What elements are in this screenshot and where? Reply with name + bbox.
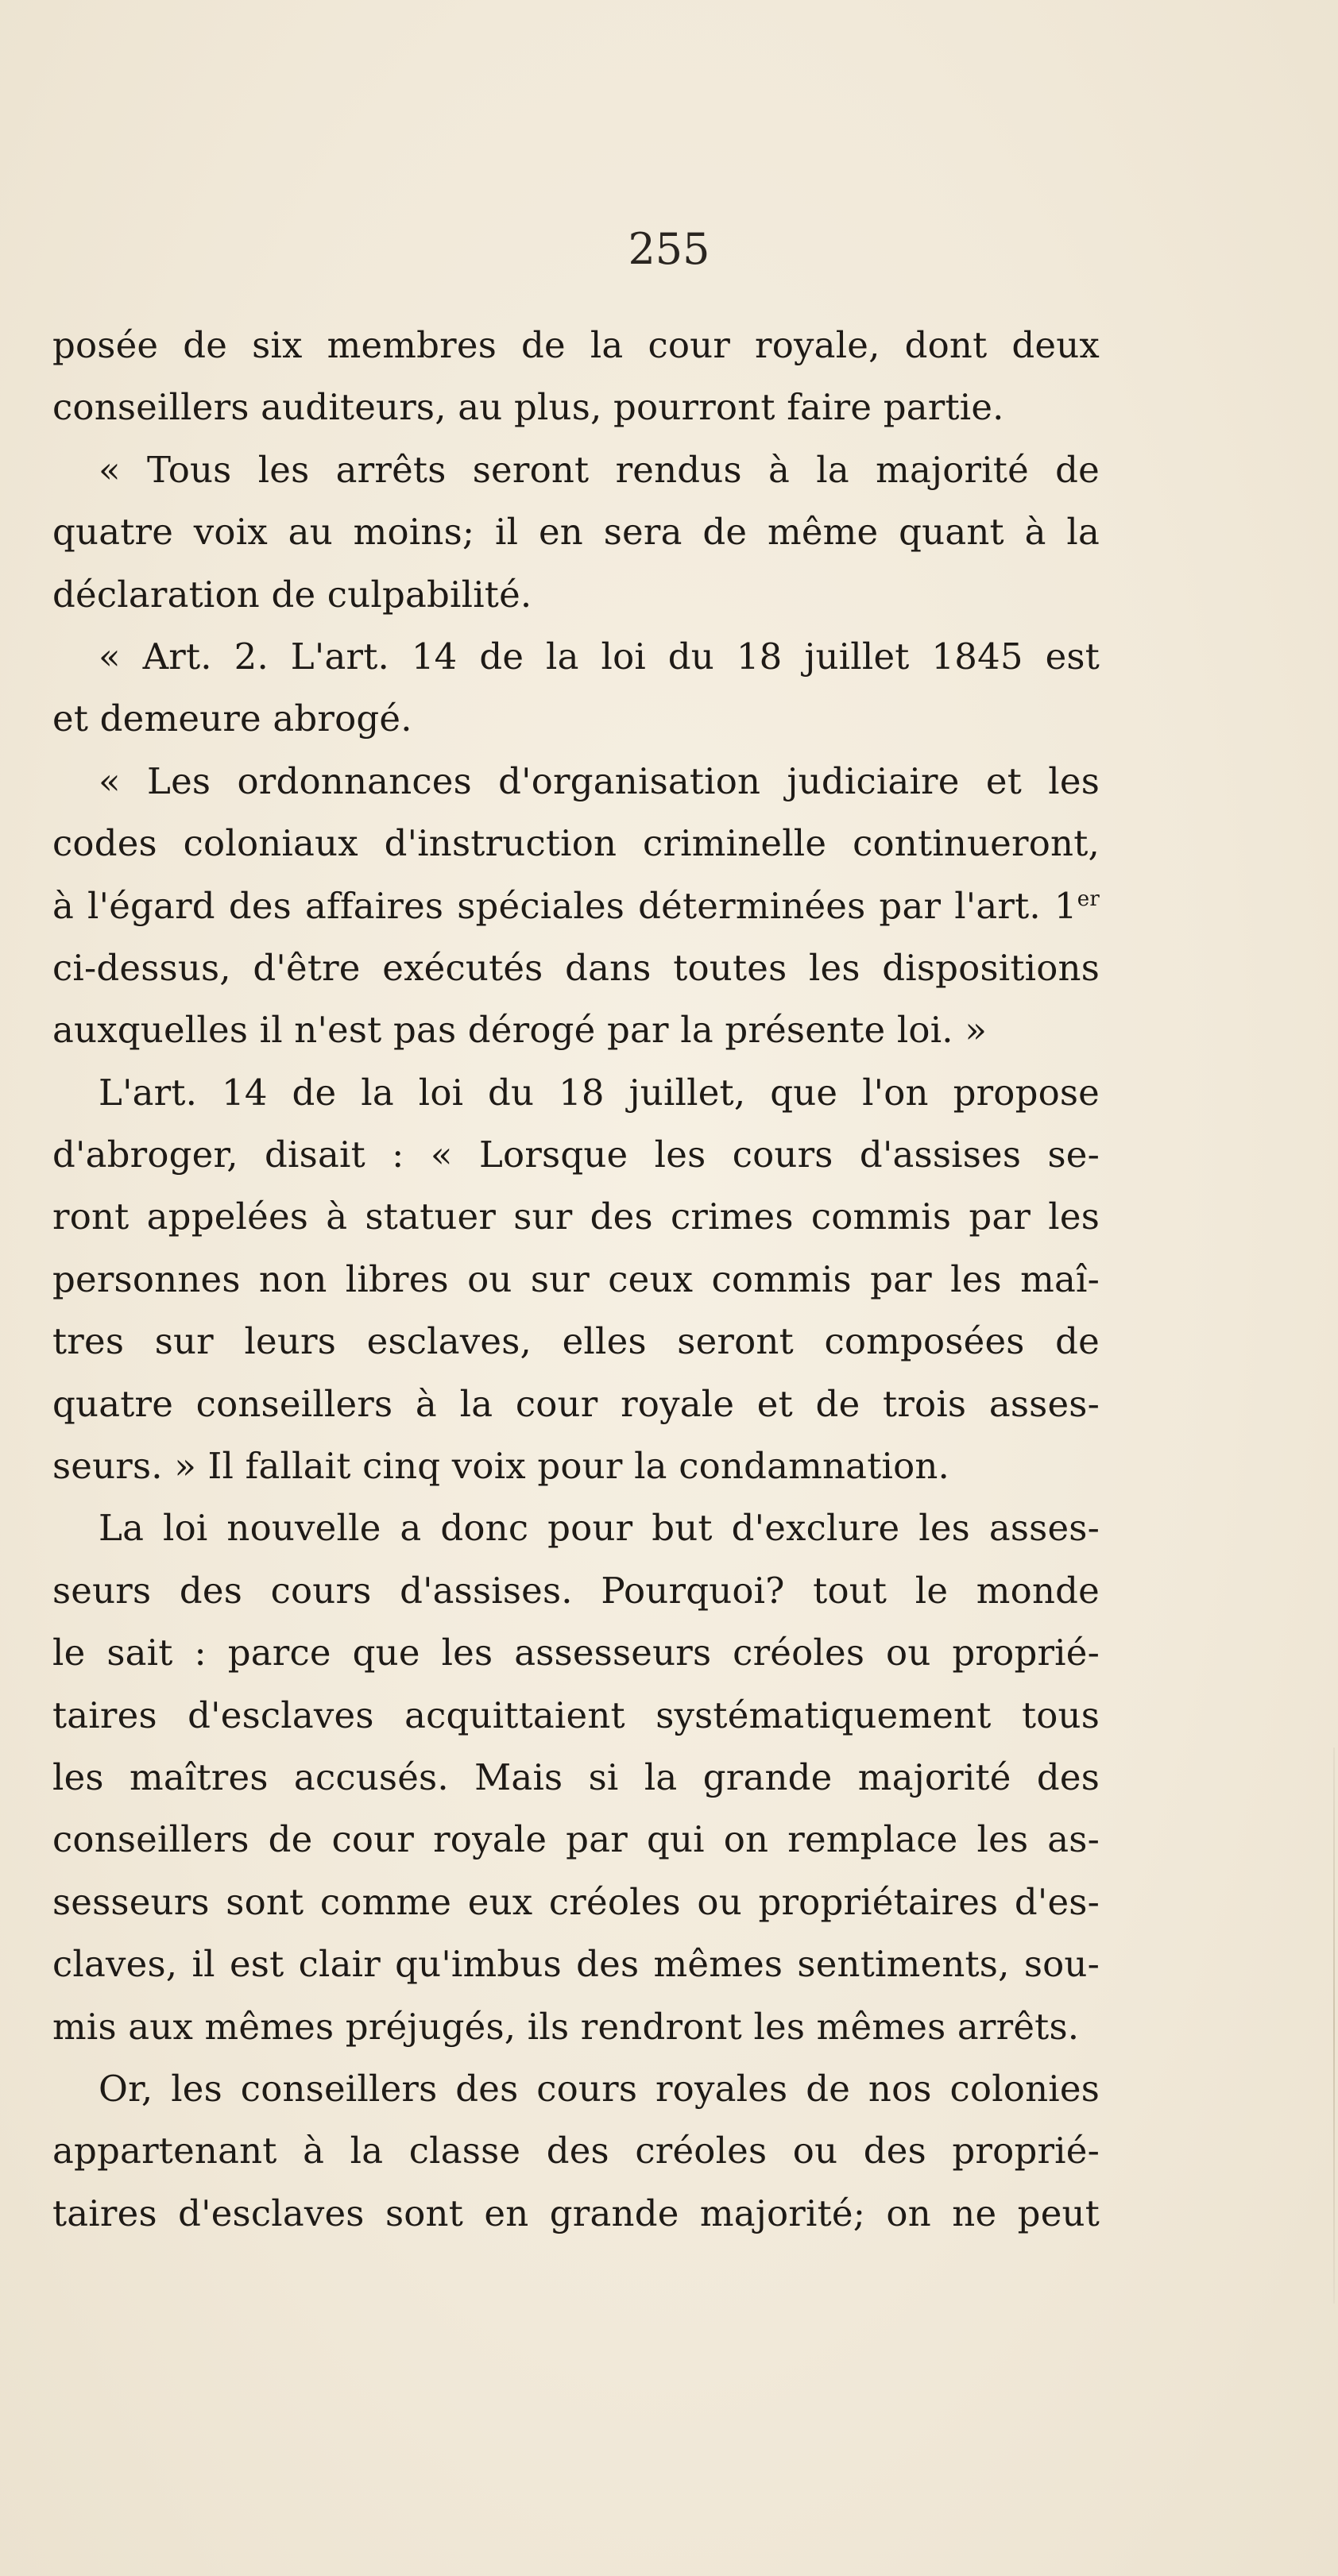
text-line-content: L'art. 14 de la loi du 18 juillet, que l'on propose (99, 1071, 1100, 1114)
text-line (52, 564, 1100, 626)
text-line-content: taires d'esclaves sont en grande majorité; on ne peut (52, 2192, 1100, 2234)
text-line (52, 1062, 1100, 1124)
text-line (52, 1124, 1100, 1186)
text-line-content: « Art. 2. L'art. 14 de la loi du 18 juillet 1845 est (99, 635, 1100, 678)
text-line-content: ront appelées à statuer sur des crimes commis par les (52, 1195, 1100, 1238)
text-line-content: à l'égard des affaires spéciales déterminées par l'art. 1 (52, 884, 1077, 927)
text-line-content: claves, il est clair qu'imbus des mêmes sentiments, sou- (52, 1943, 1100, 1986)
text-line-content: mis aux mêmes préjugés, ils rendront les mêmes arrêts. (52, 2005, 1080, 2048)
page-number: 255 (628, 224, 710, 274)
text-line-content: codes coloniaux d'instruction criminelle continueront, (52, 822, 1100, 865)
text-line (52, 1249, 1100, 1311)
text-line-content: personnes non libres ou sur ceux commis par les maî- (52, 1257, 1100, 1300)
text-line-content: « Les ordonnances d'organisation judiciaire et les (99, 759, 1100, 802)
text-line-content: La loi nouvelle a donc pour but d'exclure les asses- (99, 1507, 1100, 1550)
text-line-content: déclaration de culpabilité. (52, 573, 532, 616)
text-line (52, 1933, 1100, 1995)
text-line (52, 1186, 1100, 1248)
text-line-content: conseillers auditeurs, au plus, pourront faire partie. (52, 386, 1004, 429)
text-line (52, 1560, 1100, 1622)
text-line-content: « Tous les arrêts seront rendus à la majorité de (99, 448, 1100, 491)
text-line-content: les maîtres accusés. Mais si la grande majorité des (52, 1755, 1100, 1798)
text-line-content: et demeure abrogé. (52, 697, 412, 740)
text-line (52, 875, 1100, 937)
text-line-content: seurs des cours d'assises. Pourquoi? tout le monde (52, 1569, 1100, 1612)
text-line-content: sesseurs sont comme eux créoles ou propriétaires d'es- (52, 1880, 1100, 1923)
text-line-content: tres sur leurs esclaves, elles seront composées de (52, 1320, 1100, 1363)
text-line (52, 751, 1100, 813)
text-line (52, 813, 1100, 875)
text-line (52, 1685, 1100, 1747)
text-line (52, 1311, 1100, 1373)
text-line (52, 626, 1100, 688)
text-line (52, 2183, 1100, 2245)
text-line (52, 439, 1100, 501)
text-line (52, 315, 1100, 377)
text-line (52, 1373, 1100, 1435)
text-line-content: taires d'esclaves acquittaient systématiquement tous (52, 1694, 1100, 1736)
text-line (52, 2058, 1100, 2120)
text-line-content: d'abroger, disait : « Lorsque les cours d'assises se- (52, 1134, 1100, 1176)
text-line (52, 1871, 1100, 1933)
text-line (52, 1435, 1100, 1497)
page-edge-shadow (1333, 1748, 1335, 2304)
text-line (52, 1497, 1100, 1559)
text-line (52, 377, 1100, 438)
text-line (52, 1622, 1100, 1684)
text-line-content: conseillers de cour royale par qui on remplace les as- (52, 1818, 1100, 1861)
text-line-content: auxquelles il n'est pas dérogé par la présente loi. » (52, 1009, 988, 1052)
text-line-content: le sait : parce que les assesseurs créoles ou proprié- (52, 1632, 1100, 1674)
text-line-content: Or, les conseillers des cours royales de nos colonies (99, 2067, 1100, 2110)
text-line (52, 937, 1100, 999)
text-line (52, 501, 1100, 563)
text-line-content: ci-dessus, d'être exécutés dans toutes les dispositions (52, 946, 1100, 989)
text-line-content: quatre voix au moins; il en sera de même quant à la (52, 511, 1100, 554)
text-line (52, 1996, 1100, 2058)
text-line-content: quatre conseillers à la cour royale et de trois asses- (52, 1382, 1100, 1425)
text-line (52, 2120, 1100, 2182)
superscript: er (1077, 886, 1100, 911)
text-line (52, 1747, 1100, 1809)
text-line (52, 999, 1100, 1061)
text-line-content: seurs. » Il fallait cinq voix pour la condamnation. (52, 1445, 950, 1488)
text-line-content: posée de six membres de la cour royale, dont deux (52, 324, 1100, 366)
text-line (52, 688, 1100, 750)
body-text (52, 315, 1100, 2245)
text-line-content: appartenant à la classe des créoles ou des proprié- (52, 2130, 1100, 2172)
text-line (52, 1809, 1100, 1871)
